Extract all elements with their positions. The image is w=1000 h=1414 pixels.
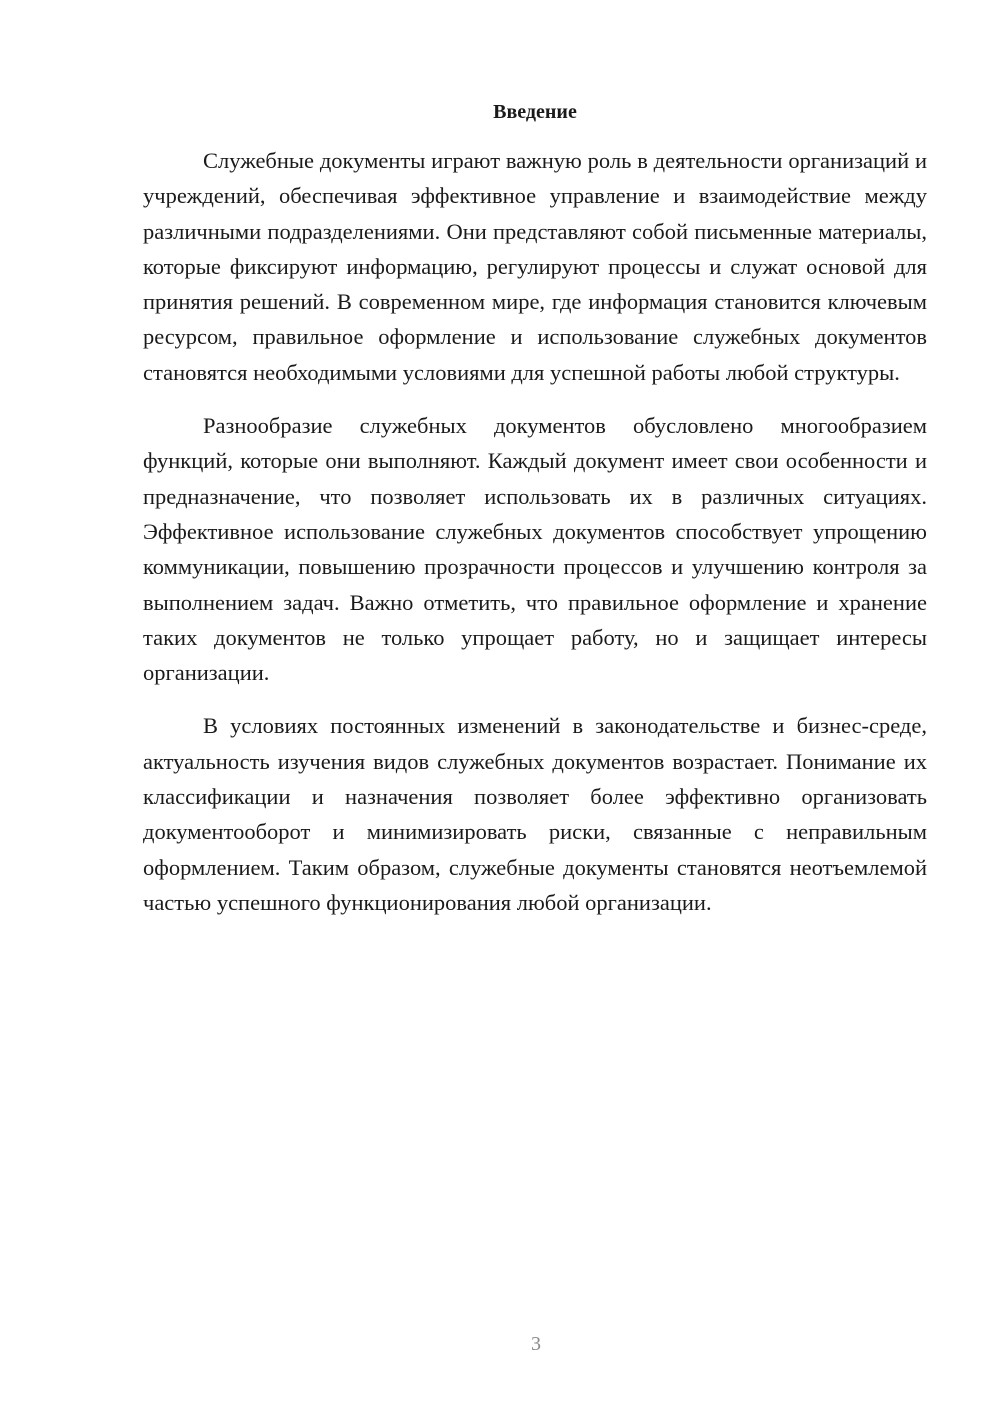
section-heading: Введение [493,101,577,123]
page-number: 3 [531,1333,541,1355]
body-text [143,143,927,938]
paragraph-1: Служебные документы играют важную роль в деятельности организаций и учреждений, обеспечивая эффективное управление и взаимодействие между различными подразделениями. Они представляют собой письменные материалы, которые фиксируют информацию, регулируют процессы и служат основой для принятия решений. В современном мире, где информация становится ключевым ресурсом, правильное оформление и использование служебных документов становятся необходимыми условиями для успешной работы любой структуры. [143,148,927,385]
paragraph-2: Разнообразие служебных документов обусловлено многообразием функций, которые они выполняют. Каждый документ имеет свои особенности и предназначение, что позволяет использовать их в различных ситуациях. Эффективное использование служебных документов способствует упрощению коммуникации, повышению прозрачности процессов и улучшению контроля за выполнением задач. Важно отметить, что правильное оформление и хранение таких документов не только упрощает работу, но и защищает интересы организации. [143,413,927,686]
paragraph-3: В условиях постоянных изменений в законодательстве и бизнес-среде, актуальность изучения видов служебных документов возрастает. Понимание их классификации и назначения позволяет более эффективно организовать документооборот и минимизировать риски, связанные с неправильным оформлением. Таким образом, служебные документы становятся неотъемлемой частью успешного функционирования любой организации. [143,713,927,915]
